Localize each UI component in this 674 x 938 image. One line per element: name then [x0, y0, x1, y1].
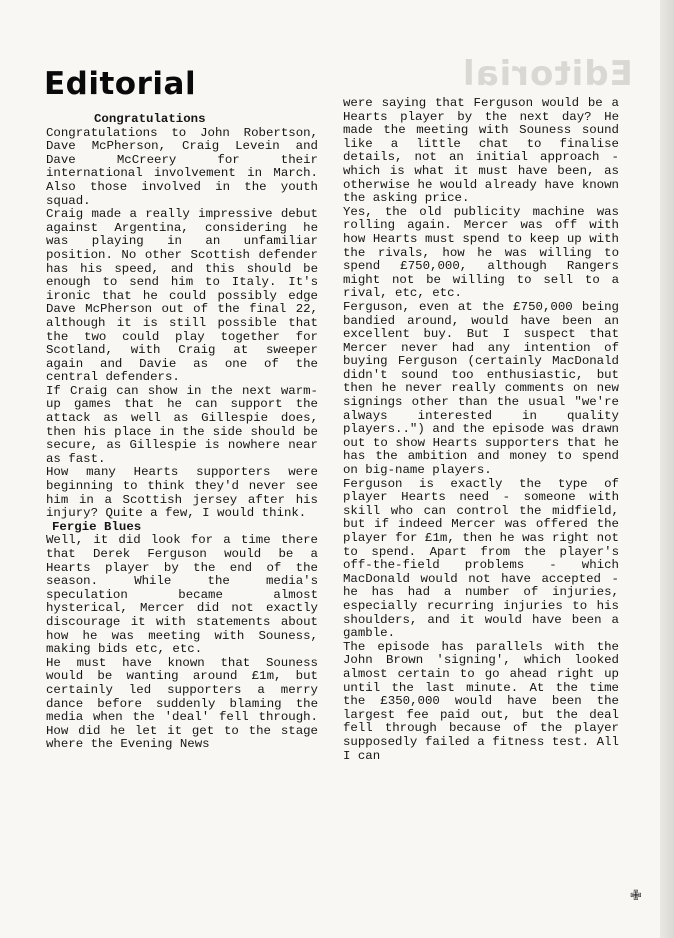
- paragraph: Ferguson is exactly the type of player Hearts need - someone with skill who can control the midfield, but if indeed Mercer was offered the player for £1m, then he was right not to spend. Apart from the player's off-the-field problems - which MacDonald would not have accepted - he has had a number of injuries, especially recurring injuries to his shoulders, and it would have been a gamble.: [343, 476, 619, 641]
- paragraph: If Craig can show in the next warm-up games that he can support the attack as well as Gillespie does, then his place in the side should be secure, as Gillespie is nowhere near as fast.: [46, 383, 318, 466]
- ink-mark: ✙: [630, 888, 642, 904]
- paragraph: Well, it did look for a time there that Derek Ferguson would be a Hearts player by the end of the season. While the media's speculation became almost hysterical, Mercer did not exactly discourage it with statements about how he was meeting with Souness, making bids etc, etc.: [46, 533, 318, 657]
- page-title: Editorial: [44, 66, 197, 102]
- show-through-title: Editorial: [462, 54, 633, 94]
- paragraph: Ferguson, even at the £750,000 being bandied around, would have been an excellent buy. But I suspect that Mercer never had any intention of buying Ferguson (certainly MacDonald didn't sound too enthusiastic, but then he never really comments on new signings other than the usual "we're always interested in quality players..") and the episode was drawn out to show Hearts supporters that he has the ambition and money to spend on big-name players.: [343, 299, 619, 478]
- left-column: [46, 113, 318, 752]
- right-column: [343, 97, 619, 763]
- paper-edge: [660, 0, 674, 938]
- section-heading-fergie-blues: Fergie Blues: [52, 519, 142, 534]
- paragraph: How many Hearts supporters were beginning to think they'd never see him in a Scottish jersey after his injury? Quite a few, I would think.: [46, 465, 318, 521]
- paragraph: Yes, the old publicity machine was rolling again. Mercer was off with how Hearts must spend to keep up with the rivals, how he was willing to spend £750,000, although Rangers might not be willing to sell to a rival, etc, etc.: [343, 204, 619, 301]
- paragraph: He must have known that Souness would be wanting around £1m, but certainly led supporters a merry dance before suddenly blaming the media when the 'deal' fell through. How did he let it get to the stage where the Evening News: [46, 655, 318, 752]
- paragraph: Craig made a really impressive debut against Argentina, considering he was playing in an unfamiliar position. No other Scottish defender has his speed, and this should be enough to send him to Italy. It's ironic that he could possibly edge Dave McPherson out of the final 22, although it is still possible that the two could play together for Scotland, with Craig at sweeper again and Davie as one of the central defenders.: [46, 207, 318, 385]
- paragraph: The episode has parallels with the John Brown 'signing', which looked almost certain to go ahead right up until the last minute. At the time the £350,000 would have been the largest fee paid out, but the deal fell through because of the player supposedly failed a fitness test. All I can: [343, 639, 619, 763]
- section-heading-congratulations: Congratulations: [94, 112, 206, 126]
- paragraph: were saying that Ferguson would be a Hearts player by the next day? He made the meeting with Souness sound like a little chat to finalise details, not an initial approach - which is what it must have been, as otherwise he would already have known the asking price.: [343, 96, 619, 206]
- paragraph: Congratulations to John Robertson, Dave McPherson, Craig Levein and Dave McCreery for their international involvement in March. Also those involved in the youth squad.: [46, 125, 318, 208]
